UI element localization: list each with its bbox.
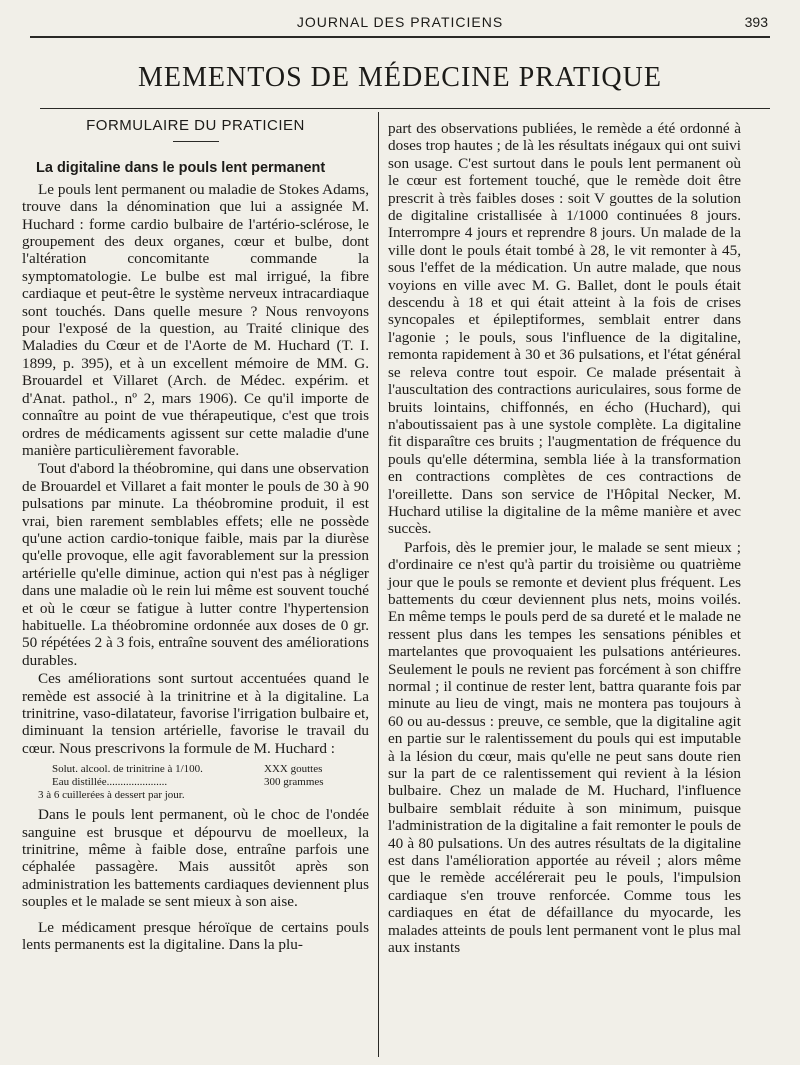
recipe-row — [52, 763, 369, 776]
title-rule — [40, 108, 770, 109]
recipe-dose: 3 à 6 cuillerées à dessert par jour. — [38, 789, 185, 802]
paragraph: Dans le pouls lent permanent, où le choc de l'ondée sanguine est brusque et dépourvu de moelleux, la trinitrine, même à faible dose, entraîne parfois une céphalée passagère. Mais aussitôt après son administration les battements cardiaques deviennent plus souples et le malade se sent mieux à son aise. — [22, 806, 369, 911]
paragraph: Ces améliorations sont surtout accentuées quand le remède est associé à la trinitrine et à la digitaline. La trinitrine, vaso-dilatateur, favorise l'irrigation bulbaire et, diminuant la tension artérielle, favorise le travail du cœur. Nous prescrivons la formule de M. Huchard : — [22, 670, 369, 757]
paragraph: part des observations publiées, le remède a été ordonné à doses trop hautes ; de là les résultats inégaux qui ont suivi son usage. C'est surtout dans le pouls lent permanent où le cœur est fortement touché, que le remède doit être prescrit à très faibles doses : soit V gouttes de la solution de digitaline cristallisée à 1/1000 continuées 8 jours. Interrompre 4 jours et reprendre 8 jours. Un malade de la ville dont le pouls était tombé à 28, le vit remonter à 45, sous l'effet de la médication. Un autre malade, que nous voyions en ville avec M. G. Ballet, dont le pouls était descendu à 18 et qui était atteint à la fois de crises syncopales et épileptiformes, semblait entrer dans l'agonie ; le pouls, sous l'influence de la digitaline, remonta rapidement à 30 et 36 pulsations, et l'état général se releva contre tout espoir. Ce malade présentait à l'auscultation des contractions auriculaires, sous forme de bruits lointains, chiffonnés, en écho (Huchard), qui n'aboutissaient pas à une systole complète. La digitaline fit disparaître ces bruits ; l'augmentation de fréquence du pouls qu'elle détermina, sembla liée à la transformation en contractions complètes de ces contractions de l'oreillette. Dans son service de l'Hôpital Necker, M. Huchard utilise la digitaline de la même manière et avec succès. — [388, 120, 741, 538]
formulaire-title: FORMULAIRE DU PRATICIEN — [86, 117, 305, 134]
paragraph: Parfois, dès le premier jour, le malade se sent mieux ; d'ordinaire ce n'est qu'à partir du troisième ou quatrième jour que le pouls se remonte et devient plus fréquent. Les battements du cœur deviennent plus nets, moins voilés. En même temps le pouls perd de sa dureté et le malade ne ressent plus dans les tempes les sensations pénibles et martelantes que provoquaient les pulsations antérieures. Seulement le pouls ne revient pas forcément à son chiffre normal ; il continue de rester lent, battra quarante fois par minute au lieu de vingt, mais ne montera pas toujours à 60 ou au-dessus : preuve, ce semble, que la digitaline agit en partie sur le ralentissement du pouls qui est imputable à la lésion du cœur, mais qu'elle ne peut sans doute rien sur la part de ce ralentissement qui revient à la lésion bulbaire. Chez un malade de M. Huchard, l'influence bulbaire semblait réduite à son minimum, puisque l'administration de la digitaline a fait remonter le pouls de 40 à 80 pulsations. Un des autres résultats de la digitaline est dans l'amélioration apportée au réveil ; alors même que le remède accélérerait peu le pouls, l'impulsion cardiaque s'en trouve renforcée. Comme tous les cardiaques en état de défaillance du myocarde, les malades atteints de pouls lent permanent vont le plus mal aux instants — [388, 538, 741, 957]
recipe-row — [52, 776, 369, 789]
recipe-ingredient: Solut. alcool. de trinitrine à 1/100. — [52, 763, 203, 776]
paragraph: Tout d'abord la théobromine, qui dans une observation de Brouardel et Villaret a fait monter le pouls de 30 à 90 pulsations par minute. La théobromine produit, il est vrai, bien rarement semblables effets; elle ne possède qu'une action cardio-tonique faible, mais par la diurèse qu'elle provoque, elle agit favorablement sur la pression artérielle qu'elle diminue, action qui n'est pas à négliger dans une maladie où le rein lui même est souvent touché et où le cœur se fatigue à lutter contre l'hypertension habituelle. La théobromine ordonnée aux doses de 0 gr. 50 répétées 2 à 3 fois, entraîne souvent des améliorations durables. — [22, 460, 369, 669]
recipe-quantity: 300 grammes — [264, 776, 324, 789]
left-column — [22, 115, 369, 953]
column-divider — [378, 112, 379, 1057]
paragraph: Le médicament presque héroïque de certains pouls lents permanents est la digitaline. Dans la plu- — [22, 918, 369, 954]
running-head — [30, 10, 770, 38]
right-column — [388, 120, 741, 957]
formulaire-rule — [173, 141, 219, 142]
recipe-ingredient: Eau distillée...................... — [52, 776, 168, 789]
page-number: 393 — [744, 14, 768, 30]
paragraph: Le pouls lent permanent ou maladie de Stokes Adams, trouve dans la dénomination que lui a assignée M. Huchard : forme cardio bulbaire de l'artério-sclérose, le groupement des deux organes, cœur et bulbe, dont l'altération concomitante commande la symptomatologie. Le bulbe est mal irrigué, la fibre cardiaque et peut-être le système nerveux intracardiaque sont touchés. Dans quelle mesure ? Nous renvoyons pour l'exposé de la question, au Traité clinique des Maladies du Cœur et de l'Aorte de M. Huchard (T. I. 1899, p. 395), et à un excellent mémoire de MM. G. Brouardel et Villaret (Arch. de Médec. expérim. et d'Anat. pathol., nº 2, mars 1906). Ce qu'il importe de connaître au point de vue thérapeutique, c'est que trois ordres de médicaments agissent sur cette maladie d'une manière particulièrement favorable. — [22, 180, 369, 459]
recipe-quantity: XXX gouttes — [264, 763, 323, 776]
section-title: MEMENTOS DE MÉDECINE PRATIQUE — [138, 62, 662, 93]
journal-title: JOURNAL DES PRATICIENS — [296, 14, 504, 30]
article-title: La digitaline dans le pouls lent permanent — [36, 160, 326, 177]
recipe — [38, 763, 369, 802]
